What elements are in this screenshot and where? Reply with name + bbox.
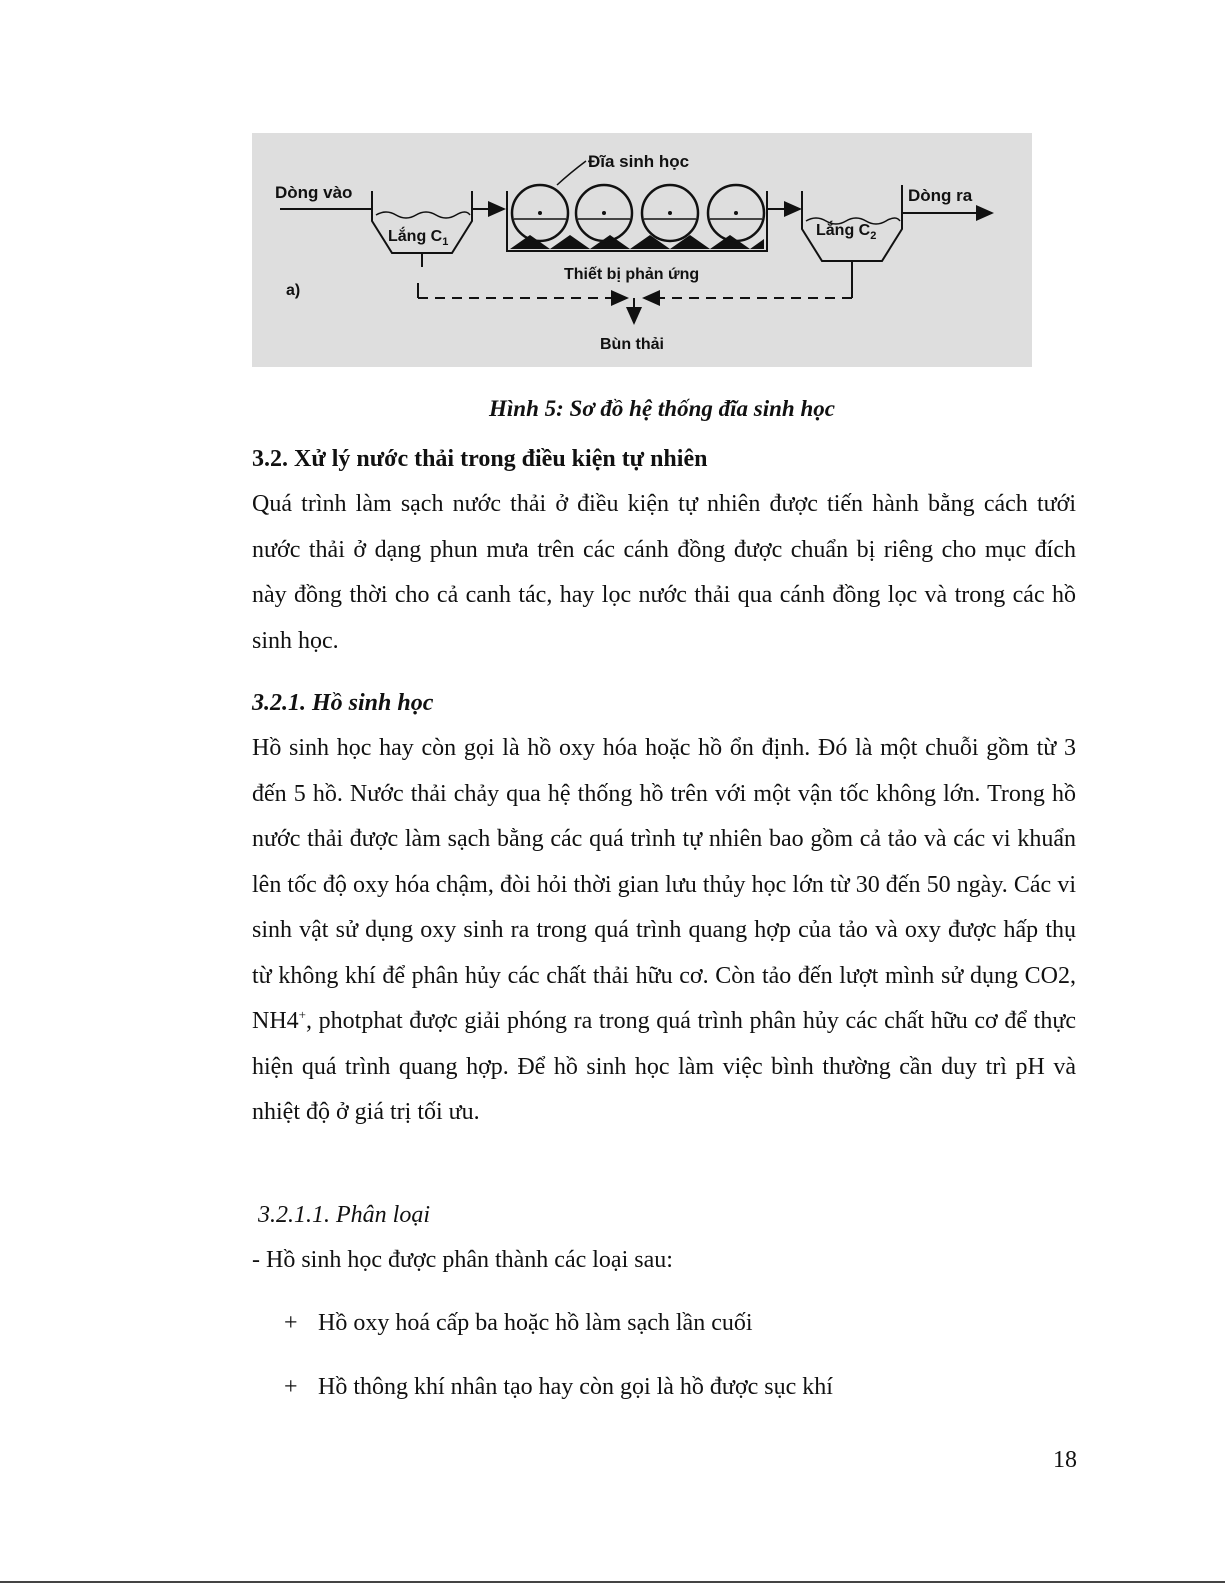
- sludge-label: Bùn thải: [600, 336, 664, 353]
- classification-intro: - Hồ sinh học được phân thành các loại sau:: [252, 1247, 673, 1273]
- rotating-biological-contactor-diagram: [252, 133, 1032, 367]
- biological-discs: [512, 185, 764, 241]
- settler-c1-label: Lắng $C_1$: [388, 228, 449, 248]
- section-3-2-1-1-heading: 3.2.1.1. Phân loại: [258, 1202, 430, 1228]
- section-3-2-paragraph: Quá trình làm sạch nước thải ở điều kiện tự nhiên được tiến hành bằng cách tưới nước thải ở dạng phun mưa trên các cánh đồng được chuẩn bị riêng cho mục đích này đồng thời cho cả canh tác, hay lọc nước thải qua cánh đồng lọc và trong các hồ sinh học.: [252, 491, 1076, 654]
- settler-c2-label: Lắng $C_2$: [816, 222, 877, 242]
- figure-part-label: a): [286, 282, 301, 299]
- list-item: + Hồ oxy hoá cấp ba hoặc hồ làm sạch lần cuối: [284, 1310, 753, 1336]
- page-number: 18: [1053, 1447, 1077, 1473]
- figure-caption: Hình 5: Sơ đồ hệ thống đĩa sinh học: [489, 396, 835, 421]
- disc-label: Đĩa sinh học: [588, 152, 690, 171]
- section-3-2-heading: 3.2. Xử lý nước thải trong điều kiện tự nhiên: [252, 446, 708, 472]
- section-3-2-1-heading: 3.2.1. Hồ sinh học: [252, 690, 434, 716]
- reactor-label: Thiết bị phản ứng: [564, 266, 700, 283]
- inflow-label: Dòng vào: [275, 183, 353, 202]
- list-item: + Hồ thông khí nhân tạo hay còn gọi là hồ được sục khí: [284, 1374, 833, 1400]
- outflow-label: Dòng ra: [908, 186, 973, 205]
- section-3-2-1-paragraph: Hồ sinh học hay còn gọi là hồ oxy hóa hoặc hồ ổn định. Đó là một chuỗi gồm từ 3 đến 5 hồ. Nước thải chảy qua hệ thống hồ trên với một vận tốc không lớn. Trong hồ nước thải được làm sạch bằng các quá trình tự nhiên bao gồm cả tảo và các vi khuẩn lên tốc độ oxy hóa chậm, đòi hỏi thời gian lưu thủy học lớn từ 30 đến 50 ngày. Các vi sinh vật sử dụng oxy sinh ra trong quá trình quang hợp của tảo và oxy được hấp thụ từ không khí để phân hủy các chất thải hữu cơ. Còn tảo đến lượt mình sử dụng CO2, NH4+, photphat được giải phóng ra trong quá trình phân hủy các chất hữu cơ để thực hiện quá trình quang hợp. Để hồ sinh học làm việc bình thường cần duy trì pH và nhiệt độ ở giá trị tối ưu.: [252, 735, 1076, 1125]
- bottom-rule: [0, 1581, 1225, 1583]
